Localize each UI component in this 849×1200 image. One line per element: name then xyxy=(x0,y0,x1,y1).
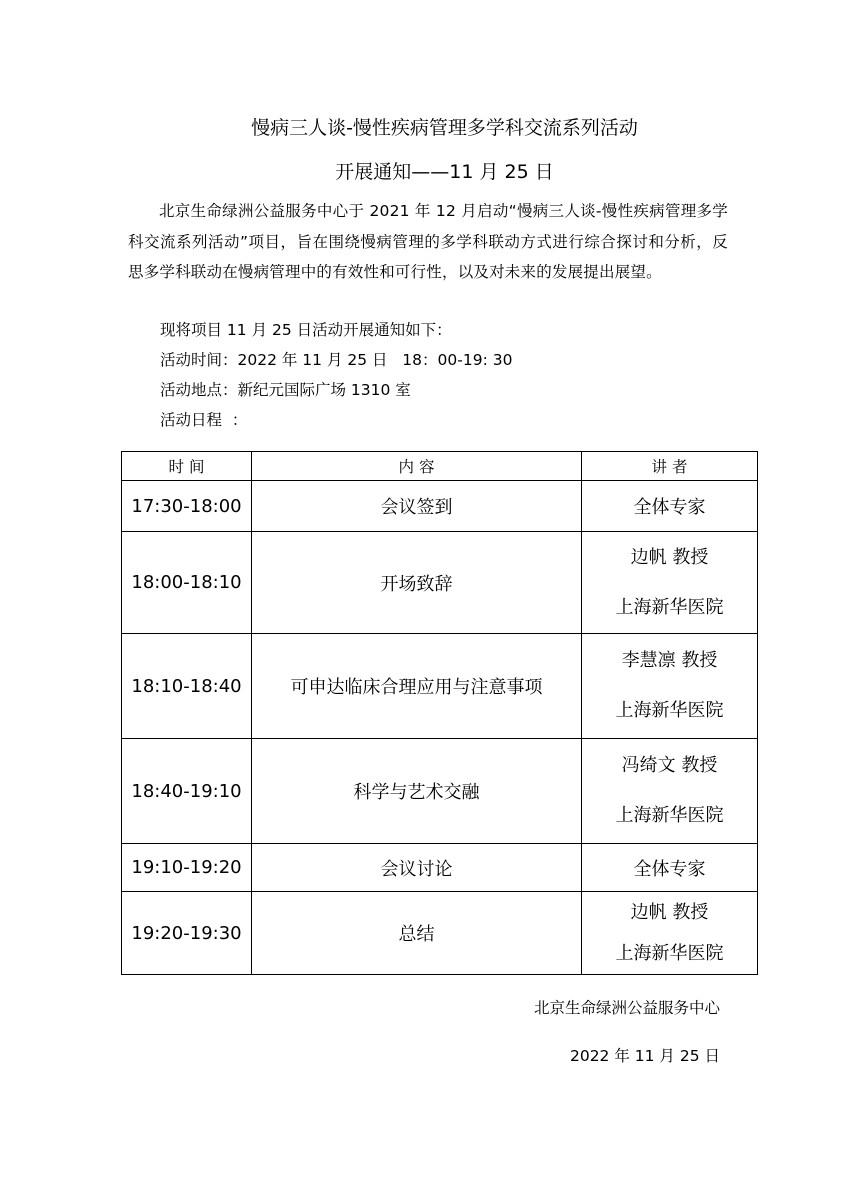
table-row xyxy=(122,634,758,739)
row-content: 总结 xyxy=(252,892,582,975)
row-speaker: 冯绮文 教授 xyxy=(621,755,718,776)
row-affiliation: 上海新华医院 xyxy=(615,596,724,618)
notice-line: 现将项目 11 月 25 日活动开展通知如下： xyxy=(160,321,452,339)
table-row xyxy=(122,892,758,975)
row-time: 19:20-19:30 xyxy=(122,892,252,975)
row-content: 会议讨论 xyxy=(252,844,582,892)
row-speaker: 李慧凛 教授 xyxy=(621,650,718,671)
row-speaker-cell xyxy=(582,739,758,844)
row-speaker-cell xyxy=(582,532,758,634)
row-time: 18:00-18:10 xyxy=(122,532,252,634)
schedule-table xyxy=(121,451,758,975)
header-content: 内 容 xyxy=(252,452,582,481)
title-line-1: 慢病三人谈-慢性疾病管理多学科交流系列活动 xyxy=(251,117,638,139)
intro-paragraph: 北京生命绿洲公益服务中心于 2021 年 12 月启动“慢病三人谈-慢性疾病管理多学科交流系列活动”项目，旨在围绕慢病管理的多学科联动方式进行综合探讨和分析，反思多学科联动在慢病管理中的有效性和可行性，以及对未来的发展提出展望。 xyxy=(128,202,728,281)
table-row xyxy=(122,532,758,634)
row-affiliation: 上海新华医院 xyxy=(615,805,724,826)
row-speaker-cell xyxy=(582,892,758,975)
row-speaker-cell xyxy=(582,634,758,739)
row-affiliation: 上海新华医院 xyxy=(615,700,724,721)
event-time: 活动时间：2022 年 11 月 25 日 18：00-19: 30 xyxy=(160,351,513,369)
table-header-row xyxy=(122,452,758,481)
footer-organization: 北京生命绿洲公益服务中心 xyxy=(533,999,720,1017)
table-row xyxy=(122,481,758,532)
row-content: 科学与艺术交融 xyxy=(252,739,582,844)
schedule-label: 活动日程 ： xyxy=(160,411,248,429)
row-speaker: 全体专家 xyxy=(582,844,758,892)
table-row xyxy=(122,739,758,844)
header-speaker: 讲 者 xyxy=(582,452,758,481)
header-time: 时 间 xyxy=(122,452,252,481)
title-line-2: 开展通知——11 月 25 日 xyxy=(335,161,554,183)
row-content: 会议签到 xyxy=(252,481,582,532)
table-row xyxy=(122,844,758,892)
row-affiliation: 上海新华医院 xyxy=(615,943,724,964)
row-time: 18:10-18:40 xyxy=(122,634,252,739)
row-speaker: 边帆 教授 xyxy=(630,546,709,568)
row-time: 17:30-18:00 xyxy=(122,481,252,532)
row-time: 19:10-19:20 xyxy=(122,844,252,892)
event-location: 活动地点：新纪元国际广场 1310 室 xyxy=(160,381,411,399)
row-speaker: 边帆 教授 xyxy=(630,902,709,923)
footer-date: 2022 年 11 月 25 日 xyxy=(569,1047,720,1065)
row-time: 18:40-19:10 xyxy=(122,739,252,844)
row-speaker: 全体专家 xyxy=(582,481,758,532)
row-content: 可申达临床合理应用与注意事项 xyxy=(252,634,582,739)
row-content: 开场致辞 xyxy=(252,532,582,634)
